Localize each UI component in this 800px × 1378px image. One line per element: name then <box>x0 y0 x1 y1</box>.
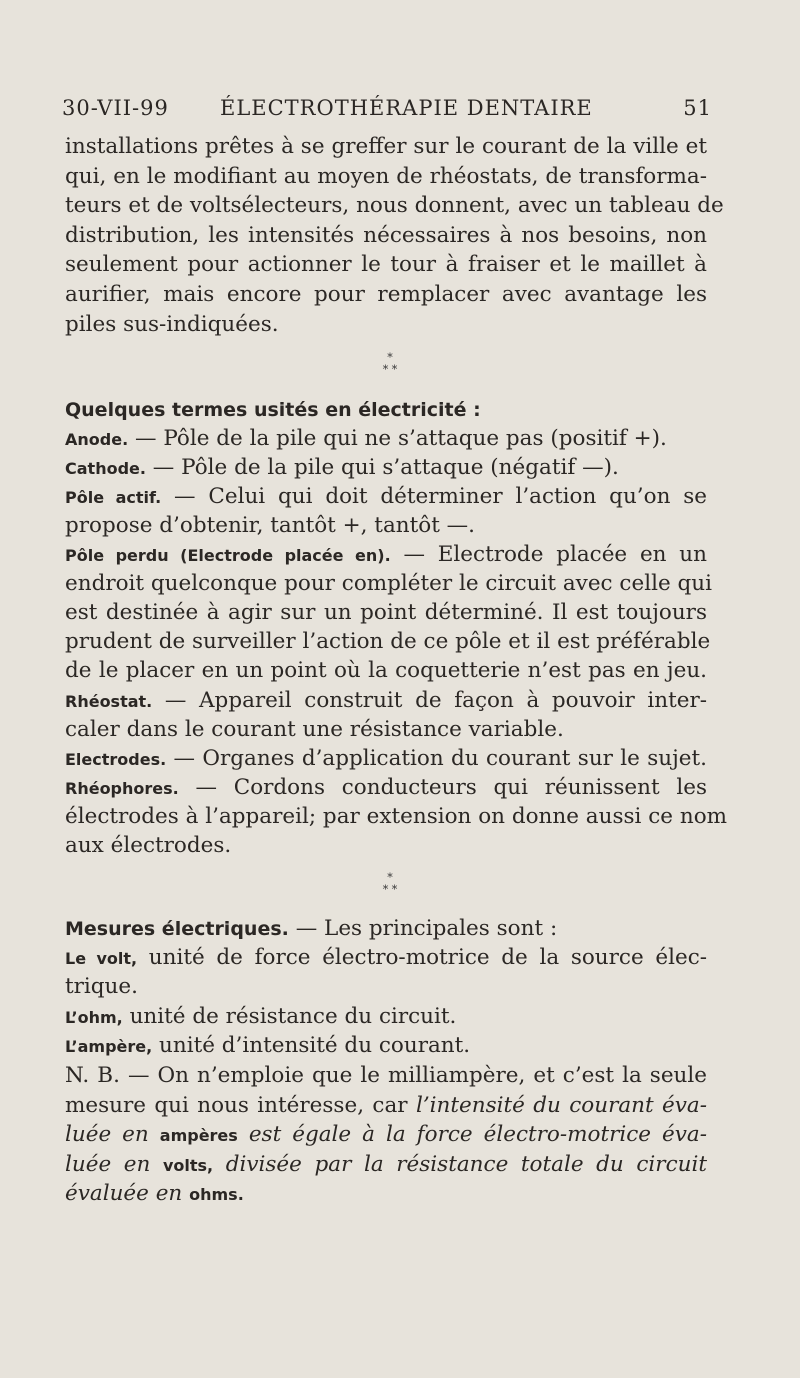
nb-italic: est égale à la force électro-motrice éva- <box>237 1122 707 1147</box>
definition-continuation: de le placer en un point où la coquetterie n’est pas en jeu. <box>65 658 707 683</box>
intro-line: installations prêtes à se greffer sur le courant de la ville et <box>65 134 707 159</box>
definition-ampere <box>65 1031 707 1062</box>
asterism-bottom: * * <box>382 883 398 896</box>
nb-italic: évaluée en <box>65 1181 190 1206</box>
definition-continuation: endroit quelconque pour compléter le circuit avec celle qui <box>65 571 712 596</box>
asterism-separator <box>350 872 430 896</box>
term-rheophores: Rhéophores. <box>65 779 179 798</box>
definition-pole-actif <box>65 482 707 513</box>
intro-line: piles sus-indiquées. <box>65 312 279 337</box>
nb-italic: l’intensité du courant éva- <box>415 1093 707 1118</box>
definition-text: unité d’intensité du courant. <box>152 1033 471 1058</box>
definition-continuation: trique. <box>65 974 138 999</box>
term-volt: Le volt, <box>65 949 138 968</box>
intro-line: distribution, les intensités nécessaires à nos besoins, non <box>65 223 707 248</box>
definition-text: — Cordons conducteurs qui réunissent les <box>178 775 707 800</box>
definition-anode <box>65 424 707 455</box>
intro-line: aurifier, mais encore pour remplacer avec avantage les <box>65 282 707 307</box>
nb-unit-amperes: ampères <box>159 1126 238 1145</box>
definition-text: — Organes d’application du courant sur le sujet. <box>166 746 707 771</box>
header-date: 30-VII-99 <box>62 96 169 120</box>
terms-title: Quelques termes usités en électricité : <box>65 399 481 421</box>
term-anode: Anode. <box>65 430 129 449</box>
nb-text: mesure qui nous intéresse, car <box>65 1093 416 1118</box>
asterism-separator <box>350 352 430 376</box>
mesures-title: Mesures électriques. <box>65 918 289 940</box>
nb-italic: divisée par la résistance totale du circuit <box>213 1152 707 1177</box>
definition-rheophores <box>65 773 707 804</box>
section-mesures <box>65 914 707 944</box>
nb-unit-volts: volts, <box>162 1156 214 1175</box>
term-ampere: L’ampère, <box>65 1037 153 1056</box>
definition-continuation: prudent de surveiller l’action de ce pôle et il est préférable <box>65 629 711 654</box>
term-pole-actif: Pôle actif. <box>65 488 162 507</box>
page-number: 51 <box>683 96 712 120</box>
header-title: ÉLECTROTHÉRAPIE DENTAIRE <box>220 96 593 120</box>
intro-line: seulement pour actionner le tour à fraiser et le maillet à <box>65 252 707 277</box>
asterism-top: * <box>387 351 393 364</box>
definition-continuation: est destinée à agir sur un point déterminé. Il est toujours <box>65 600 707 625</box>
section-title-terms <box>65 395 707 425</box>
definition-text: — Electrode placée en un <box>390 542 707 567</box>
definition-electrodes <box>65 744 707 775</box>
intro-line: teurs et de voltsélecteurs, nous donnent, avec un tableau de <box>65 193 724 218</box>
asterism-bottom: * * <box>382 363 398 376</box>
definition-volt <box>65 943 707 974</box>
definition-rheostat <box>65 686 707 717</box>
definition-continuation: caler dans le courant une résistance variable. <box>65 717 564 742</box>
definition-text: unité de force électro-motrice de la source élec- <box>137 945 707 970</box>
definition-text: — Pôle de la pile qui s’attaque (négatif —). <box>145 455 619 480</box>
asterism-top: * <box>387 871 393 884</box>
nb-line <box>65 1091 707 1121</box>
definition-text: — Appareil construit de façon à pouvoir inter- <box>152 688 707 713</box>
nb-line <box>65 1179 707 1210</box>
nb-line: N. B. — On n’emploie que le milliampère, et c’est la seule <box>65 1063 707 1088</box>
definition-text: — Celui qui doit déterminer l’action qu’on se <box>161 484 708 509</box>
term-rheostat: Rhéostat. <box>65 692 153 711</box>
term-ohm: L’ohm, <box>65 1008 123 1027</box>
term-cathode: Cathode. <box>65 459 146 478</box>
mesures-text: — Les principales sont : <box>288 916 558 941</box>
running-header <box>62 96 712 130</box>
definition-text: unité de résistance du circuit. <box>122 1004 457 1029</box>
nb-line <box>65 1120 707 1151</box>
definition-continuation: électrodes à l’appareil; par extension on donne aussi ce nom <box>65 804 728 829</box>
definition-ohm <box>65 1002 707 1033</box>
definition-text: — Pôle de la pile qui ne s’attaque pas (positif +). <box>128 426 667 451</box>
nb-unit-ohms: ohms. <box>189 1185 244 1204</box>
nb-line <box>65 1150 707 1181</box>
definition-continuation: propose d’obtenir, tantôt +, tantôt —. <box>65 513 476 538</box>
intro-line: qui, en le modifiant au moyen de rhéostats, de transforma- <box>65 164 707 189</box>
term-pole-perdu: Pôle perdu (Electrode placée en). <box>65 546 391 565</box>
definition-cathode <box>65 453 707 484</box>
definition-continuation: aux électrodes. <box>65 833 232 858</box>
definition-pole-perdu <box>65 540 707 571</box>
nb-italic: luée en <box>65 1122 160 1147</box>
term-electrodes: Electrodes. <box>65 750 167 769</box>
nb-italic: luée en <box>65 1152 163 1177</box>
